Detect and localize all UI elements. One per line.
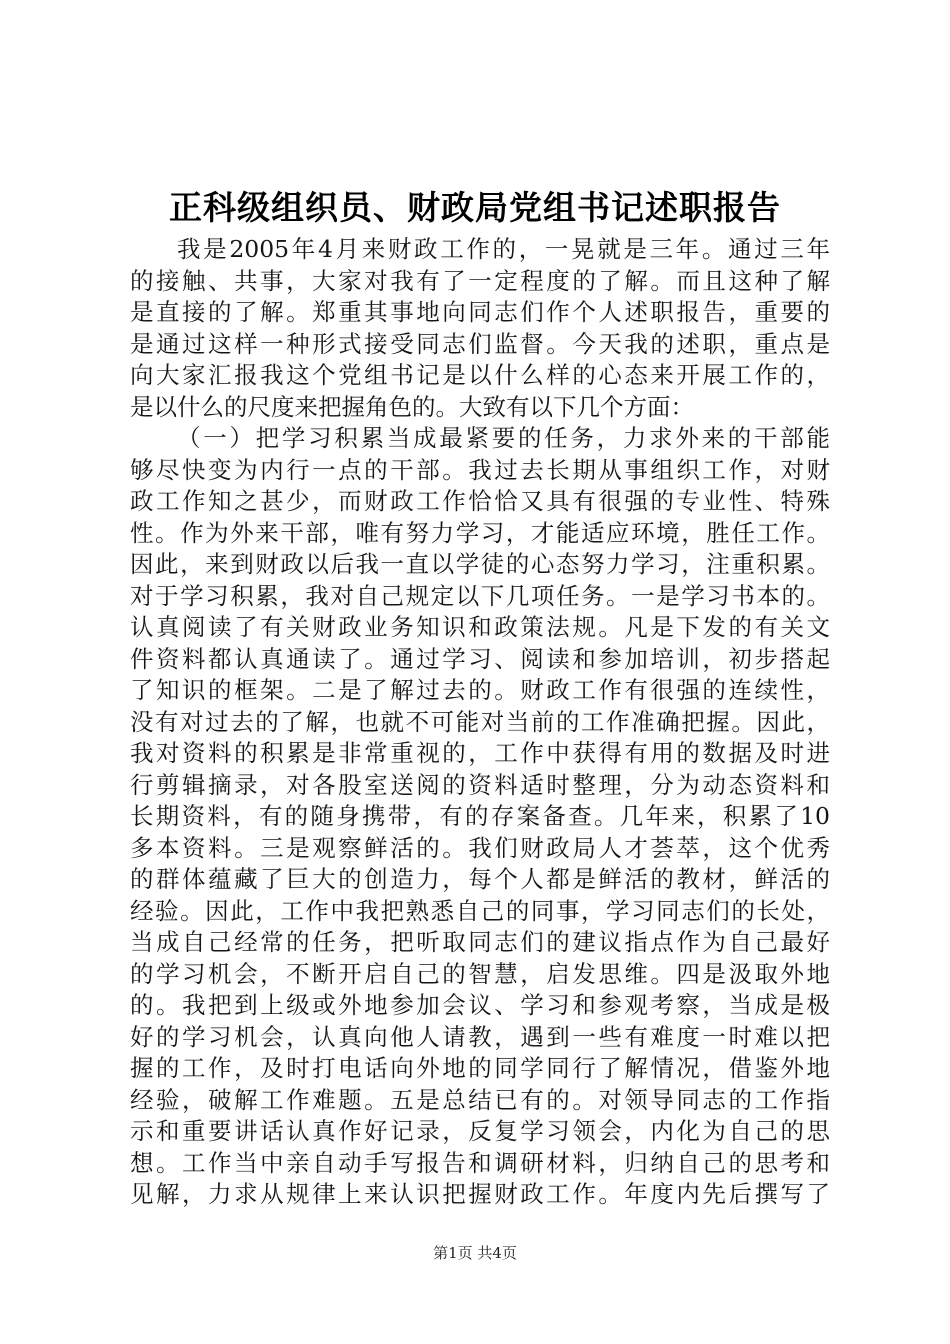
text-line: 了知识的框架。二是了解过去的。财政工作有很强的连续性， bbox=[130, 676, 830, 704]
text-line: 的群体蕴藏了巨大的创造力，每个人都是鲜活的教材，鲜活的 bbox=[130, 865, 830, 893]
text-line: 政工作知之甚少，而财政工作恰恰又具有很强的专业性、特殊 bbox=[130, 487, 830, 515]
text-line: 没有对过去的了解，也就不可能对当前的工作准确把握。因此， bbox=[130, 707, 830, 736]
text-line: 的学习机会，不断开启自己的智慧，启发思维。四是汲取外地 bbox=[130, 959, 830, 988]
text-line: 好的学习机会，认真向他人请教，遇到一些有难度一时难以把 bbox=[130, 1022, 830, 1051]
text-line: 因此，来到财政以后我一直以学徒的心态努力学习，注重积累。 bbox=[130, 550, 830, 578]
text-line: 经验，破解工作难题。五是总结已有的。对领导同志的工作指 bbox=[130, 1085, 830, 1114]
text-line: 件资料都认真通读了。通过学习、阅读和参加培训，初步搭起 bbox=[130, 644, 830, 673]
text-line: 我对资料的积累是非常重视的，工作中获得有用的数据及时进 bbox=[130, 739, 830, 767]
text-line: 多本资料。三是观察鲜活的。我们财政局人才荟萃，这个优秀 bbox=[130, 833, 830, 862]
text-line: 握的工作，及时打电话向外地的同学同行了解情况，借鉴外地 bbox=[130, 1054, 830, 1082]
text-line: 行剪辑摘录，对各股室送阅的资料适时整理，分为动态资料和 bbox=[130, 770, 830, 799]
document-title: 正科级组织员、财政局党组书记述职报告 bbox=[169, 188, 781, 227]
text-line: 的接触、共事，大家对我有了一定程度的了解。而且这种了解 bbox=[130, 266, 830, 295]
text-line: 认真阅读了有关财政业务知识和政策法规。凡是下发的有关文 bbox=[130, 613, 830, 641]
text-line: 是直接的了解。郑重其事地向同志们作个人述职报告，重要的 bbox=[130, 298, 830, 326]
text-line: 想。工作当中亲自动手写报告和调研材料，归纳自己的思考和 bbox=[130, 1148, 830, 1177]
text-line: 示和重要讲话认真作好记录，反复学习领会，内化为自己的思 bbox=[130, 1117, 830, 1145]
text-line: 我是2005年4月来财政工作的，一晃就是三年。通过三年 bbox=[177, 235, 830, 263]
text-line: 的。我把到上级或外地参加会议、学习和参观考察，当成是极 bbox=[130, 991, 830, 1019]
text-line: （一）把学习积累当成最紧要的任务，力求外来的干部能 bbox=[177, 424, 830, 452]
text-line: 经验。因此，工作中我把熟悉自己的同事，学习同志们的长处， bbox=[130, 896, 830, 925]
text-line: 够尽快变为内行一点的干部。我过去长期从事组织工作，对财 bbox=[130, 455, 830, 484]
text-line: 向大家汇报我这个党组书记是以什么样的心态来开展工作的， bbox=[130, 361, 830, 389]
page-number-footer: 第1页 共4页 bbox=[433, 1244, 517, 1262]
text-line: 是以什么的尺度来把握角色的。大致有以下几个方面： bbox=[130, 392, 694, 421]
text-line: 性。作为外来干部，唯有努力学习，才能适应环境，胜任工作。 bbox=[130, 518, 830, 547]
text-line: 当成自己经常的任务，把听取同志们的建议指点作为自己最好 bbox=[130, 928, 830, 956]
text-line: 对于学习积累，我对自己规定以下几项任务。一是学习书本的。 bbox=[130, 581, 830, 610]
text-line: 长期资料，有的随身携带，有的存案备查。几年来，积累了10 bbox=[130, 802, 830, 830]
document-body bbox=[130, 234, 830, 1211]
text-line: 见解，力求从规律上来认识把握财政工作。年度内先后撰写了 bbox=[130, 1180, 830, 1208]
text-line: 是通过这样一种形式接受同志们监督。今天我的述职，重点是 bbox=[130, 329, 830, 358]
